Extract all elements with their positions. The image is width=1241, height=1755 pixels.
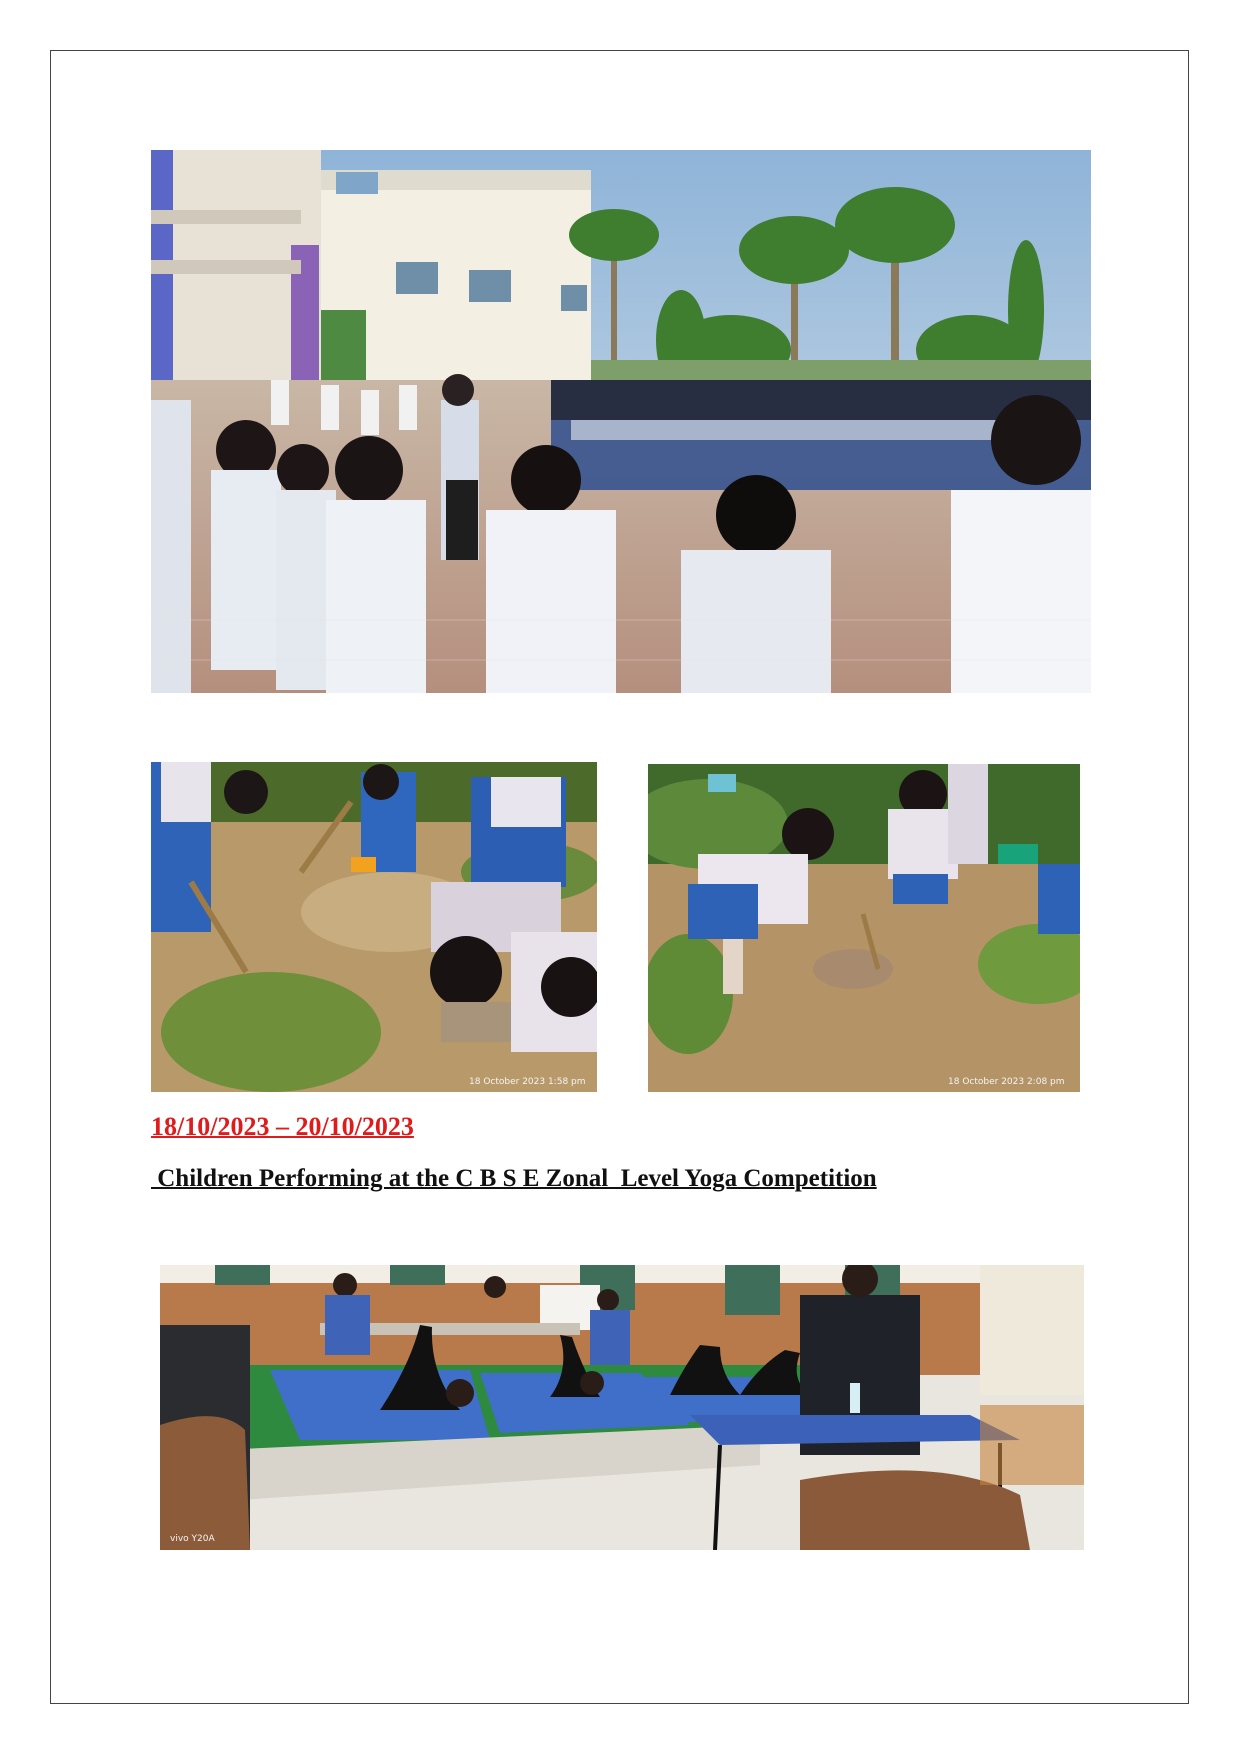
- camera-watermark: vivo Y20A: [170, 1534, 215, 1544]
- cleaning-photo-left: [151, 762, 597, 1092]
- event-caption: Children Performing at the C B S E Zonal Level Yoga Competition: [151, 1165, 877, 1192]
- photo-timestamp: 18 October 2023 1:58 pm: [469, 1077, 586, 1087]
- event-date-range: 18/10/2023 – 20/10/2023: [151, 1112, 414, 1141]
- yoga-competition-photo: [160, 1265, 1084, 1550]
- photo-timestamp: 18 October 2023 2:08 pm: [948, 1077, 1065, 1087]
- assembly-photo: [151, 150, 1091, 693]
- cleaning-photo-right: [648, 764, 1080, 1092]
